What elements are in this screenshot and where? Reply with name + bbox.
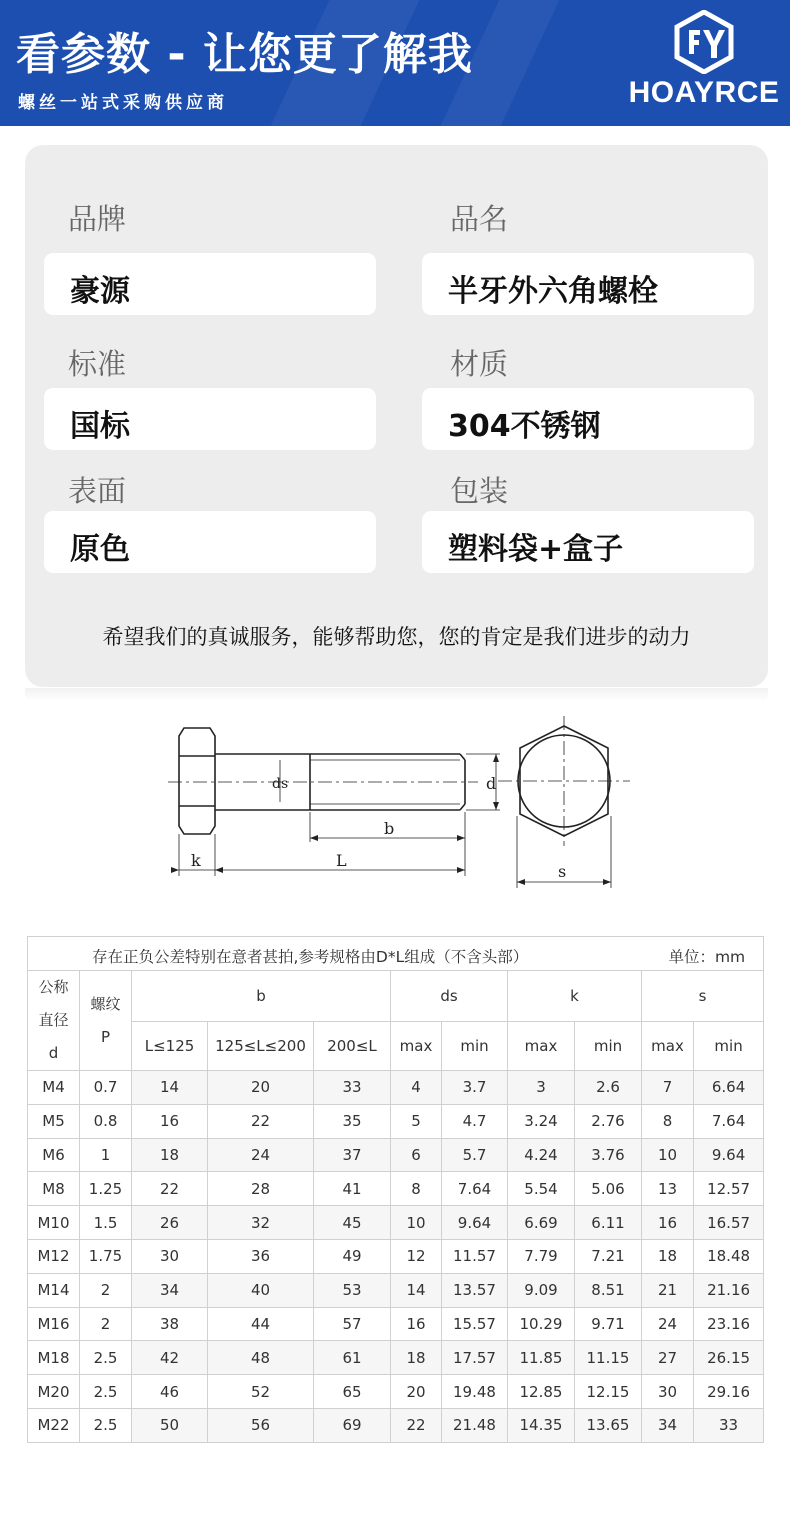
- table-cell: 21.48: [442, 1408, 508, 1442]
- bolt-chamfer: [460, 804, 465, 810]
- table-note-row: [28, 937, 764, 971]
- table-cell: 61: [314, 1341, 391, 1375]
- table-cell: 18: [642, 1239, 694, 1273]
- table-cell: 2: [80, 1273, 132, 1307]
- table-cell-size: M6: [28, 1138, 80, 1172]
- table-cell: 4.24: [508, 1138, 575, 1172]
- arrow: [457, 867, 465, 873]
- table-unit: 单位：mm: [668, 948, 746, 966]
- spec-table: [27, 936, 764, 1443]
- table-cell: 36: [208, 1239, 314, 1273]
- table-cell: 7: [642, 1071, 694, 1105]
- label-k: k: [191, 851, 201, 870]
- table-cell: 44: [208, 1307, 314, 1341]
- page-subtitle: 螺丝一站式采购供应商: [18, 93, 228, 113]
- table-cell: 16.57: [694, 1206, 764, 1240]
- table-cell: 19.48: [442, 1375, 508, 1409]
- table-cell: 10.29: [508, 1307, 575, 1341]
- table-note: 存在正负公差特别在意者甚拍,参考规格由D*L组成（不含头部）: [92, 948, 529, 966]
- table-cell: 22: [132, 1172, 208, 1206]
- arrow: [310, 835, 318, 841]
- table-cell: 34: [132, 1273, 208, 1307]
- table-cell: 5.06: [575, 1172, 642, 1206]
- table-cell: 6.64: [694, 1071, 764, 1105]
- table-cell: 8.51: [575, 1273, 642, 1307]
- table-cell: 33: [694, 1408, 764, 1442]
- table-row: [28, 1138, 764, 1172]
- table-cell: 8: [391, 1172, 442, 1206]
- table-cell: 16: [132, 1104, 208, 1138]
- table-cell: 3.76: [575, 1138, 642, 1172]
- table-cell-size: M5: [28, 1104, 80, 1138]
- table-cell-size: M8: [28, 1172, 80, 1206]
- table-cell: 12.15: [575, 1375, 642, 1409]
- table-cell: 12: [391, 1239, 442, 1273]
- table-cell: 42: [132, 1341, 208, 1375]
- table-cell: 15.57: [442, 1307, 508, 1341]
- table-cell: 13: [642, 1172, 694, 1206]
- param-value-box-surface: [44, 511, 376, 573]
- table-cell: 52: [208, 1375, 314, 1409]
- param-value-surface: 原色: [70, 532, 130, 567]
- table-cell: 16: [391, 1307, 442, 1341]
- param-value-box-material: [422, 388, 754, 450]
- brand-logo-icon: [672, 10, 736, 74]
- table-row: [28, 1172, 764, 1206]
- spec-table-wrap: [27, 936, 763, 1443]
- table-cell: 20: [208, 1071, 314, 1105]
- table-cell: 20: [391, 1375, 442, 1409]
- table-cell: 11.15: [575, 1341, 642, 1375]
- arrow: [493, 802, 499, 810]
- table-cell: 29.16: [694, 1375, 764, 1409]
- table-cell: 49: [314, 1239, 391, 1273]
- table-row: [28, 1206, 764, 1240]
- table-cell: 5.7: [442, 1138, 508, 1172]
- table-cell: 24: [642, 1307, 694, 1341]
- table-cell: 45: [314, 1206, 391, 1240]
- header-ds: ds: [391, 971, 508, 1022]
- slogan-text: 希望我们的真诚服务，能够帮助您，您的肯定是我们进步的动力: [102, 625, 691, 649]
- label-d: d: [486, 774, 497, 793]
- table-subheader-row: [28, 1022, 764, 1071]
- table-cell: 10: [391, 1206, 442, 1240]
- table-cell: 56: [208, 1408, 314, 1442]
- table-cell: 1: [80, 1138, 132, 1172]
- param-value-box-product-name: [422, 253, 754, 315]
- bolt-head-outline: [179, 728, 215, 834]
- table-cell: 18.48: [694, 1239, 764, 1273]
- table-header-row: [28, 971, 764, 1022]
- label-ds: ds: [272, 776, 289, 792]
- table-cell-size: M22: [28, 1408, 80, 1442]
- table-cell: 9.64: [442, 1206, 508, 1240]
- table-cell-size: M16: [28, 1307, 80, 1341]
- table-cell: 3: [508, 1071, 575, 1105]
- table-cell: 6: [391, 1138, 442, 1172]
- page-title: 看参数 - 让您更了解我: [16, 29, 473, 80]
- table-cell: 22: [208, 1104, 314, 1138]
- table-cell: 35: [314, 1104, 391, 1138]
- header-k: k: [508, 971, 642, 1022]
- table-cell-size: M14: [28, 1273, 80, 1307]
- table-cell: 6.11: [575, 1206, 642, 1240]
- table-cell: 2.5: [80, 1375, 132, 1409]
- table-cell: 7.64: [442, 1172, 508, 1206]
- table-cell: 4: [391, 1071, 442, 1105]
- table-cell: 7.64: [694, 1104, 764, 1138]
- table-cell: 10: [642, 1138, 694, 1172]
- table-cell: 40: [208, 1273, 314, 1307]
- param-value-box-brand: [44, 253, 376, 315]
- table-cell: 16: [642, 1206, 694, 1240]
- param-label-product-name: 品名: [450, 202, 509, 236]
- table-cell: 4.7: [442, 1104, 508, 1138]
- table-cell: 0.8: [80, 1104, 132, 1138]
- label-s: s: [558, 862, 567, 881]
- arrow: [517, 879, 525, 885]
- label-b: b: [384, 819, 395, 838]
- subheader-cell: L≤125: [132, 1022, 208, 1071]
- table-cell: 11.85: [508, 1341, 575, 1375]
- table-cell: 13.57: [442, 1273, 508, 1307]
- param-label-material: 材质: [450, 347, 509, 381]
- table-cell: 34: [642, 1408, 694, 1442]
- header-s: s: [642, 971, 764, 1022]
- param-value-material: 304不锈钢: [448, 409, 601, 444]
- table-cell: 21: [642, 1273, 694, 1307]
- table-cell: 50: [132, 1408, 208, 1442]
- table-cell: 2.6: [575, 1071, 642, 1105]
- table-cell: 28: [208, 1172, 314, 1206]
- table-cell: 53: [314, 1273, 391, 1307]
- table-cell: 32: [208, 1206, 314, 1240]
- table-cell: 26: [132, 1206, 208, 1240]
- header-nominal-diameter: [28, 971, 80, 1071]
- table-cell: 69: [314, 1408, 391, 1442]
- table-cell: 1.5: [80, 1206, 132, 1240]
- table-cell: 17.57: [442, 1341, 508, 1375]
- header-pitch-line: P: [100, 1027, 111, 1046]
- table-cell: 48: [208, 1341, 314, 1375]
- table-cell: 27: [642, 1341, 694, 1375]
- table-cell-size: M20: [28, 1375, 80, 1409]
- table-cell: 6.69: [508, 1206, 575, 1240]
- table-row: [28, 1375, 764, 1409]
- header-pitch: [80, 971, 132, 1071]
- label-L: L: [336, 851, 347, 870]
- header-pitch-line: 螺纹: [90, 994, 121, 1013]
- bolt-drawing: [160, 708, 630, 898]
- param-value-product-name: 半牙外六角螺栓: [448, 274, 658, 309]
- table-cell: 57: [314, 1307, 391, 1341]
- param-label-packaging: 包装: [450, 474, 509, 508]
- header-nominal-line: 公称: [38, 978, 69, 996]
- table-cell: 1.75: [80, 1239, 132, 1273]
- bolt-drawing-svg: [160, 708, 630, 898]
- header-nominal-line: d: [48, 1044, 59, 1062]
- table-cell: 11.57: [442, 1239, 508, 1273]
- table-cell-size: M18: [28, 1341, 80, 1375]
- card-divider: [25, 688, 768, 702]
- table-row: [28, 1408, 764, 1442]
- table-cell: 21.16: [694, 1273, 764, 1307]
- table-cell: 14: [391, 1273, 442, 1307]
- arrow: [493, 754, 499, 762]
- subheader-cell: min: [694, 1022, 764, 1071]
- table-cell-size: M4: [28, 1071, 80, 1105]
- table-cell: 1.25: [80, 1172, 132, 1206]
- table-cell: 46: [132, 1375, 208, 1409]
- table-cell: 2.5: [80, 1341, 132, 1375]
- subheader-cell: max: [391, 1022, 442, 1071]
- brand-logo: [628, 10, 780, 116]
- header-b: b: [132, 971, 391, 1022]
- param-label-surface: 表面: [68, 474, 127, 508]
- table-cell: 65: [314, 1375, 391, 1409]
- arrow: [603, 879, 611, 885]
- header-banner: [0, 0, 790, 126]
- table-cell: 2.5: [80, 1408, 132, 1442]
- param-value-standard: 国标: [70, 409, 130, 444]
- table-cell: 26.15: [694, 1341, 764, 1375]
- table-cell: 30: [642, 1375, 694, 1409]
- table-cell: 30: [132, 1239, 208, 1273]
- subheader-cell: min: [575, 1022, 642, 1071]
- table-cell: 33: [314, 1071, 391, 1105]
- table-row: [28, 1104, 764, 1138]
- table-cell: 9.71: [575, 1307, 642, 1341]
- param-label-standard: 标准: [68, 347, 127, 381]
- brand-name: HOAYRCE: [628, 76, 780, 109]
- subheader-cell: min: [442, 1022, 508, 1071]
- table-row: [28, 1071, 764, 1105]
- parameter-card: [25, 145, 768, 687]
- table-note-cell: [28, 937, 764, 971]
- arrow: [215, 867, 223, 873]
- arrow: [171, 867, 179, 873]
- bolt-chamfer: [460, 754, 465, 760]
- table-cell: 2: [80, 1307, 132, 1341]
- table-row: [28, 1239, 764, 1273]
- table-cell: 24: [208, 1138, 314, 1172]
- table-cell: 14: [132, 1071, 208, 1105]
- table-cell: 3.7: [442, 1071, 508, 1105]
- table-cell: 22: [391, 1408, 442, 1442]
- subheader-cell: 125≤L≤200: [208, 1022, 314, 1071]
- table-row: [28, 1273, 764, 1307]
- param-value-packaging: 塑料袋+盒子: [448, 532, 624, 567]
- table-cell: 5: [391, 1104, 442, 1138]
- header-nominal-line: 直径: [38, 1011, 69, 1029]
- table-cell: 12.85: [508, 1375, 575, 1409]
- table-row: [28, 1307, 764, 1341]
- subheader-cell: max: [642, 1022, 694, 1071]
- table-cell: 37: [314, 1138, 391, 1172]
- table-cell: 2.76: [575, 1104, 642, 1138]
- table-cell: 18: [391, 1341, 442, 1375]
- table-cell: 7.21: [575, 1239, 642, 1273]
- table-cell: 3.24: [508, 1104, 575, 1138]
- table-cell: 23.16: [694, 1307, 764, 1341]
- table-cell: 5.54: [508, 1172, 575, 1206]
- param-label-brand: 品牌: [68, 202, 127, 236]
- subheader-cell: 200≤L: [314, 1022, 391, 1071]
- table-cell: 7.79: [508, 1239, 575, 1273]
- table-cell-size: M10: [28, 1206, 80, 1240]
- table-cell: 14.35: [508, 1408, 575, 1442]
- table-cell: 9.64: [694, 1138, 764, 1172]
- table-cell: 41: [314, 1172, 391, 1206]
- param-value-brand: 豪源: [70, 274, 130, 309]
- table-cell: 9.09: [508, 1273, 575, 1307]
- table-cell-size: M12: [28, 1239, 80, 1273]
- table-cell: 18: [132, 1138, 208, 1172]
- arrow: [457, 835, 465, 841]
- table-cell: 13.65: [575, 1408, 642, 1442]
- subheader-cell: max: [508, 1022, 575, 1071]
- table-cell: 8: [642, 1104, 694, 1138]
- table-cell: 0.7: [80, 1071, 132, 1105]
- table-cell: 38: [132, 1307, 208, 1341]
- table-cell: 12.57: [694, 1172, 764, 1206]
- table-row: [28, 1341, 764, 1375]
- param-value-box-standard: [44, 388, 376, 450]
- param-value-box-packaging: [422, 511, 754, 573]
